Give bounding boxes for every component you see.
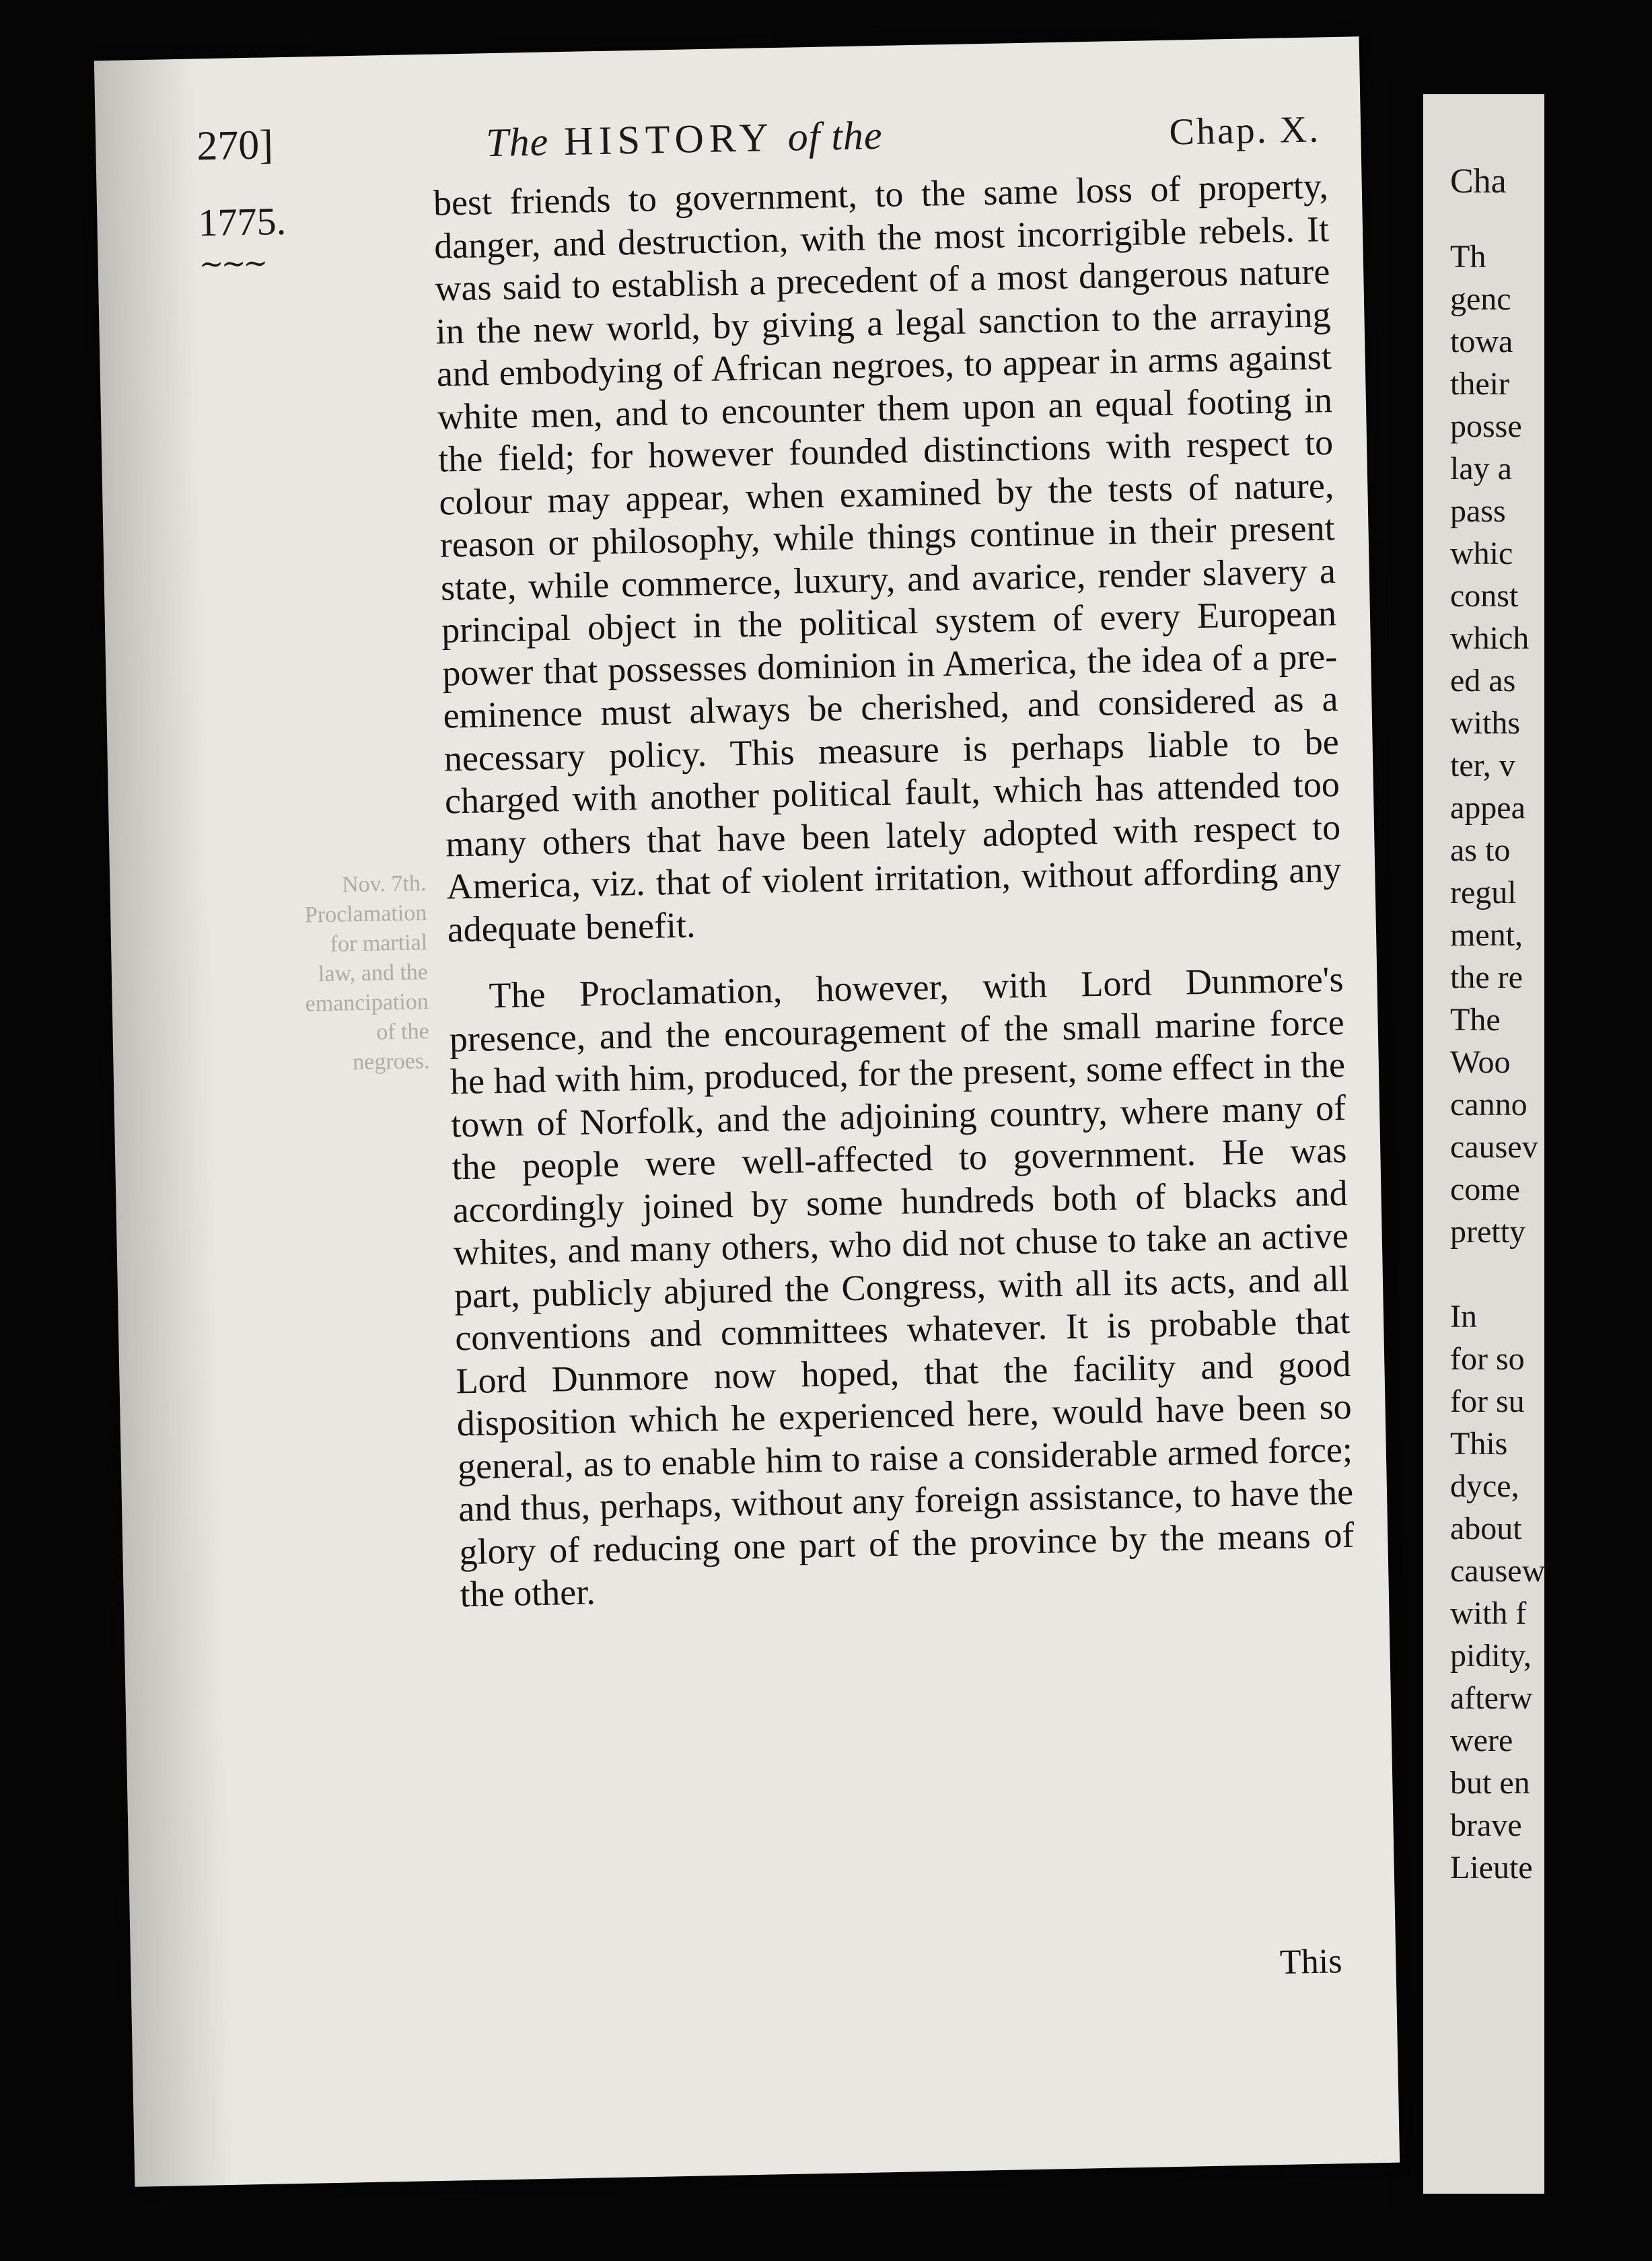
facing-page-line: ter, v — [1450, 748, 1515, 783]
catchword: This — [1279, 1942, 1342, 1982]
body-text — [433, 165, 1355, 1616]
margin-note: Nov. 7th. Proclamation for martial law, and the emancipation of the negroes. — [304, 871, 430, 1075]
facing-page-line: Th — [1450, 239, 1486, 275]
paragraph-1: best friends to government, to the same loss of property, danger, and destruction, with the most incorrigible rebels. It was said to establish a precedent of a most dangerous nature in the new world, by giving a legal sanction to the arraying and embodying of African negroes, to appear in arms against white men, and to encounter them upon an equal footing in the field; for however founded distinctions with respect to colour may appear, when examined by the tests of nature, reason or philosophy, while things continue in their present state, while commerce, luxury, and avarice, render slavery a principal object in the political system of every European power that possesses dominion in America, the idea of a pre-eminence must always be cherished, and considered as a necessary policy. This measure is perhaps liable to be charged with another political fault, which has attended too many others that have been lately adopted with respect to America, viz. that of violent irritation, without affording any adequate benefit. — [433, 166, 1342, 949]
facing-page-text — [1450, 236, 1652, 1889]
facing-page-line: regul — [1450, 875, 1517, 910]
facing-page-line: which — [1450, 620, 1530, 656]
facing-page-line: the re — [1450, 960, 1523, 995]
page-number: 270] — [196, 122, 274, 170]
facing-page-line: This — [1450, 1426, 1508, 1462]
facing-page-line: genc — [1450, 281, 1511, 317]
facing-page-line: dyce, — [1450, 1468, 1519, 1504]
chapter-label: Chap. X. — [1168, 108, 1321, 153]
facing-page-line: posse — [1450, 408, 1522, 444]
facing-page-line: canno — [1450, 1087, 1528, 1122]
facing-page — [1423, 94, 1544, 2194]
running-title-main: HISTORY — [563, 115, 773, 164]
facing-page-line: for su — [1450, 1384, 1525, 1419]
facing-page-line — [1450, 1253, 1652, 1295]
facing-page-line: about — [1450, 1511, 1522, 1546]
facing-page-line: towa — [1450, 324, 1513, 359]
facing-page-line: pass — [1450, 493, 1506, 529]
running-title-suffix: of the — [787, 112, 884, 159]
facing-page-line: lay a — [1450, 451, 1512, 487]
facing-page-line: with f — [1450, 1595, 1527, 1631]
facing-page-line: their — [1450, 366, 1509, 402]
facing-page-line: appea — [1450, 790, 1525, 826]
facing-page-line: The — [1450, 1002, 1501, 1038]
facing-page-line: causew — [1450, 1553, 1546, 1589]
facing-page-line: const — [1450, 578, 1519, 614]
facing-page-line: whic — [1450, 536, 1513, 571]
facing-page-line: come — [1450, 1172, 1520, 1207]
facing-page-line: ed as — [1450, 663, 1516, 698]
facing-page-line: causev — [1450, 1129, 1538, 1165]
running-title-prefix: The — [485, 119, 549, 166]
facing-page-line: Lieute — [1450, 1850, 1533, 1886]
year-marker: 1775. — [197, 199, 287, 245]
facing-page-line: brave — [1450, 1807, 1522, 1843]
facing-page-line: ment, — [1450, 917, 1523, 953]
facing-page-line: afterw — [1450, 1680, 1533, 1716]
facing-page-running-head: Cha — [1450, 162, 1507, 201]
facing-page-line: pidity, — [1450, 1638, 1532, 1674]
paragraph-2: The Proclamation, however, with Lord Dunmore's presence, and the encouragement of the small marine force he had with him, produced, for the present, some effect in the town of Norfolk, and the adjoining country, where many of the people were well-affected to government. He was accordingly joined by some hundreds both of blacks and whites, and many others, who did not chuse to take an active part, publicly abjured the Congress, with all its acts, and all conventions and committees whatever. It is probable that Lord Dunmore now hoped, that the facility and good disposition which he experienced here, would have been so general, as to enable him to raise a considerable armed force; and thus, perhaps, without any foreign assistance, to have the glory of reducing one part of the province by the means of the other. — [449, 958, 1355, 1615]
facing-page-line: as to — [1450, 832, 1511, 868]
book-page — [94, 36, 1400, 2187]
facing-page-line: but en — [1450, 1765, 1530, 1801]
facing-page-line: were — [1450, 1723, 1513, 1758]
running-title — [486, 112, 884, 166]
facing-page-line: Woo — [1450, 1044, 1511, 1080]
facing-page-line: withs — [1450, 705, 1521, 741]
facing-page-line: pretty — [1450, 1214, 1525, 1250]
year-swash-ornament: ∼∼∼ — [199, 246, 266, 282]
facing-page-line: for so — [1450, 1341, 1525, 1377]
facing-page-line: In — [1450, 1299, 1477, 1334]
